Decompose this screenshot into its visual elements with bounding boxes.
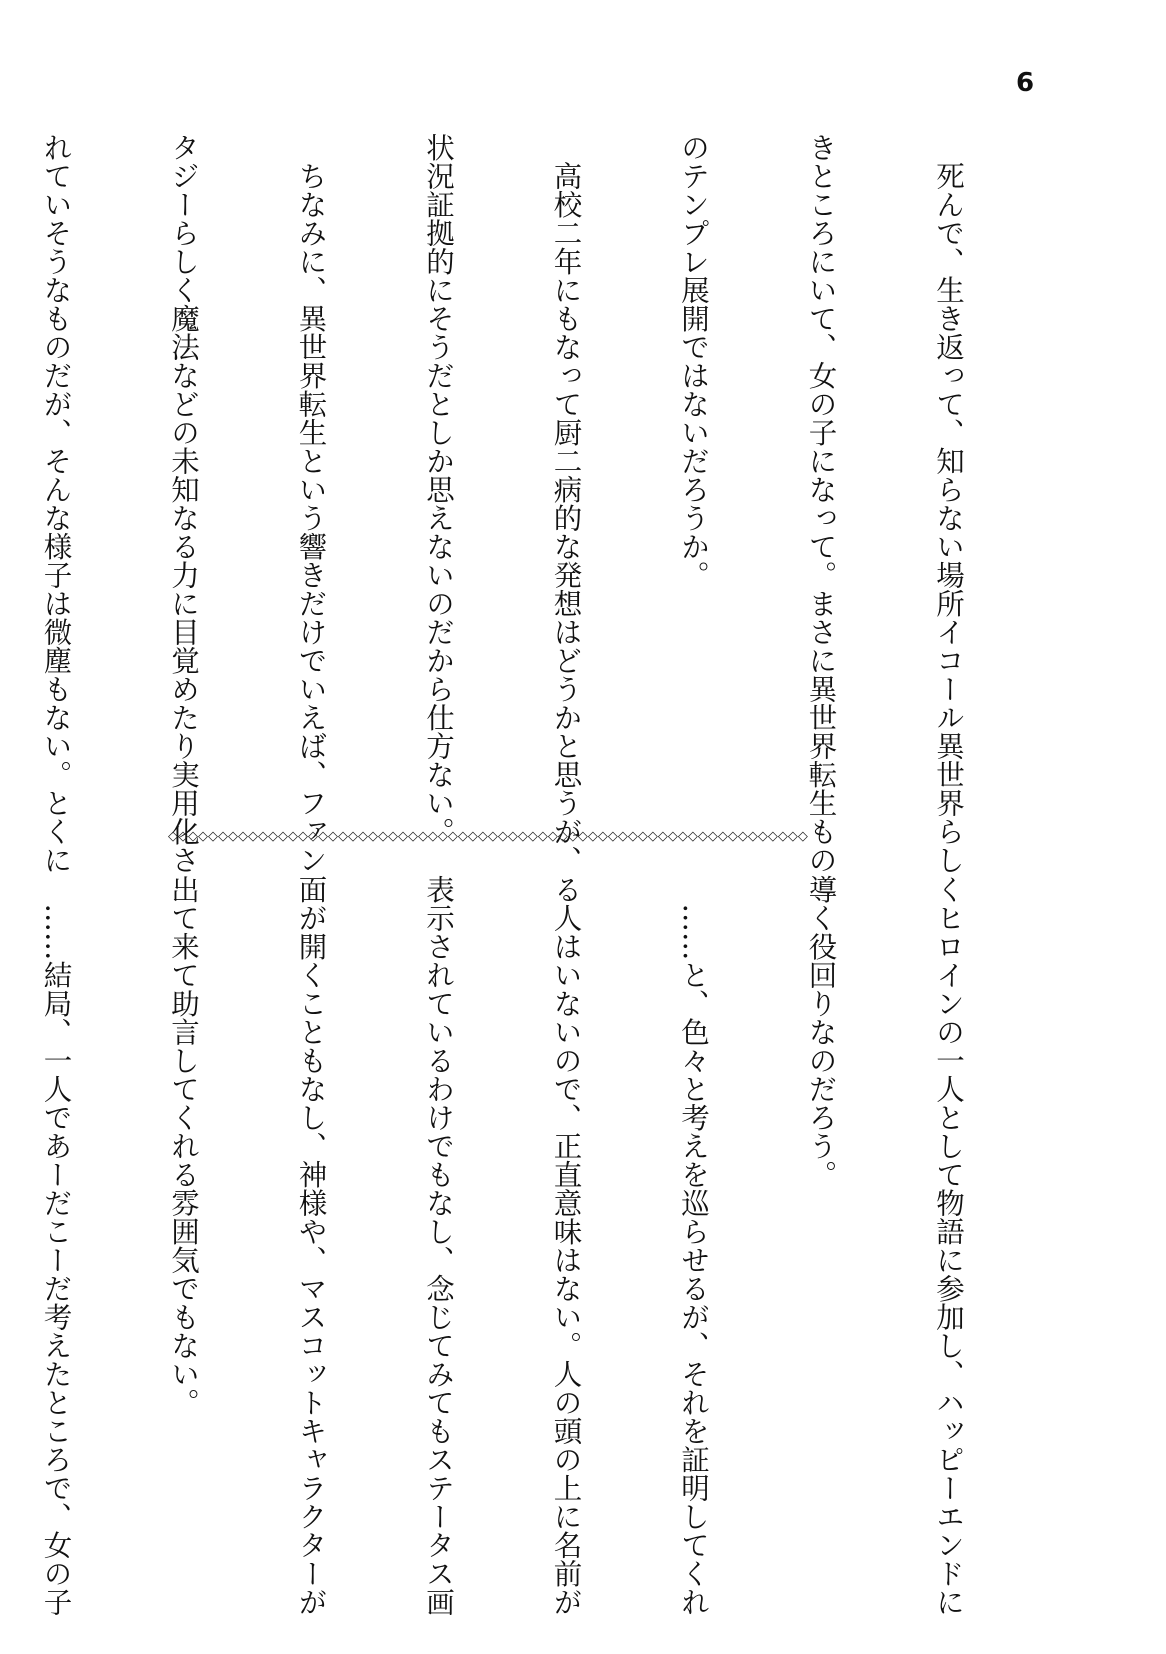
text-column: 表示されているわけでもなし、念じてみてもステータス画 [422, 875, 455, 1616]
text-column: のテンプレ展開ではないだろうか。 [677, 133, 710, 589]
text-column: ……と、色々と考えを巡らせるが、それを証明してくれ [677, 875, 710, 1616]
text-column: 導く役回りなのだろう。 [804, 875, 838, 1189]
text-column: ……結局、一人であーだこーだ考えたところで、女の子 [39, 875, 73, 1616]
text-column: 死んで、生き返って、知らない場所イコール異世界らし [932, 133, 965, 874]
text-column: 状況証拠的にそうだとしか思えないのだから仕方ない。 [422, 133, 455, 846]
text-column: ちなみに、異世界転生という響きだけでいえば、ファン [294, 133, 328, 874]
text-column: タジーらしく魔法などの未知なる力に目覚めたり実用化さ [167, 133, 200, 874]
text-column: きところにいて、女の子になって。まさに異世界転生もの [804, 133, 838, 874]
text-column: くヒロインの一人として物語に参加し、ハッピーエンドに [932, 875, 965, 1616]
text-column: れていそうなものだが、そんな様子は微塵もない。とくに [39, 133, 73, 874]
text-column: 出て来て助言してくれる雰囲気でもない。 [167, 875, 200, 1417]
text-block-bottom [39, 875, 1054, 1616]
text-block-top [39, 133, 1054, 874]
text-column: る人はいないので、正直意味はない。人の頭の上に名前が [549, 875, 583, 1616]
text-column: 面が開くこともなし、神様や、マスコットキャラクターが [294, 875, 328, 1616]
section-divider: ◇◇◇◇◇◇◇◇◇◇◇◇◇◇◇◇◇◇◇◇◇◇◇◇◇◇◇◇◇◇◇◇◇◇◇◇◇◇◇◇◇◇◇◇◇◇◇◇◇◇◇◇◇◇◇◇◇◇◇◇◇◇◇◇ [168, 830, 808, 844]
text-column: 高校二年にもなって厨二病的な発想はどうかと思うが、 [549, 133, 583, 874]
page-number: 6 [1016, 68, 1035, 98]
